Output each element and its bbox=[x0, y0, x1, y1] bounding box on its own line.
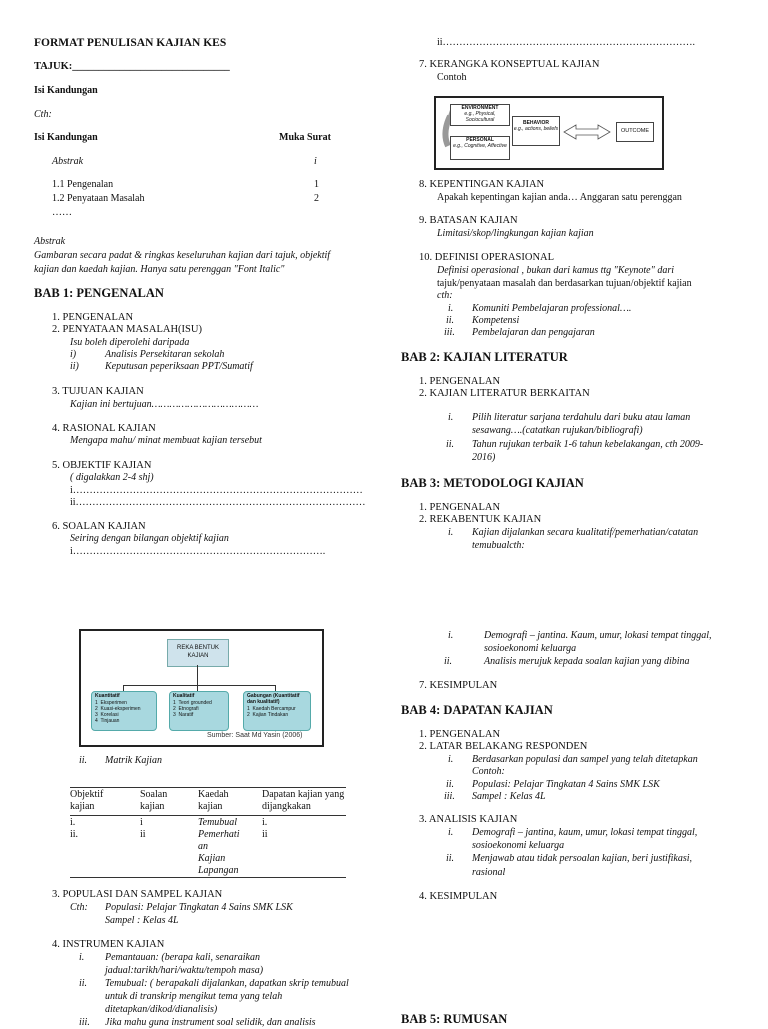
diagram-gabungan-box bbox=[243, 691, 311, 731]
list-text: sosioekonomi keluarga bbox=[472, 840, 565, 851]
list-num: ii. bbox=[79, 978, 88, 989]
list-text: Kajian dijalankan secara kualitatif/pemerhatian/catatan bbox=[472, 527, 699, 538]
cth-label: Cth: bbox=[34, 109, 52, 120]
isi-kandungan-heading: Isi Kandungan bbox=[34, 85, 98, 96]
list-num: ii. bbox=[446, 853, 455, 864]
list-item: 5. OBJEKTIF KAJIAN bbox=[52, 460, 152, 471]
personal-box: PERSONAL e.g., Cognitive, Affective bbox=[450, 136, 510, 160]
table-cell: ii bbox=[262, 829, 268, 840]
list-text: Pilih literatur sarjana terdahulu dari buku atau laman bbox=[472, 412, 691, 423]
list-text: Menjawab atau tidak persoalan kajian, beri justifikasi, bbox=[472, 853, 692, 864]
list-num: ii. bbox=[446, 439, 455, 450]
bab5-heading: BAB 5: RUMUSAN bbox=[401, 1012, 508, 1026]
list-item: 7. KERANGKA KONSEPTUAL KAJIAN bbox=[419, 59, 600, 70]
list-text: Kompetensi bbox=[472, 315, 520, 326]
list-num: i. bbox=[448, 527, 454, 538]
table-cell: Kajian Lapangan bbox=[198, 853, 239, 876]
table-cell: Pemerhatian bbox=[198, 829, 240, 852]
list-item: 2. LATAR BELAKANG RESPONDEN bbox=[419, 741, 588, 752]
list-num: i. bbox=[448, 630, 454, 641]
list-text: rasional bbox=[472, 867, 506, 878]
list-item: 1. PENGENALAN bbox=[419, 502, 501, 513]
list-num: ii. bbox=[79, 755, 88, 766]
list-item: 9. BATASAN KAJIAN bbox=[419, 215, 518, 226]
list-text: tajuk/penyataan masalah dan berdasarkan tujuan/objektif kajian bbox=[437, 278, 692, 289]
toc-head-right: Muka Surat bbox=[279, 132, 331, 143]
list-item: 4. RASIONAL KAJIAN bbox=[52, 423, 156, 434]
list-item: 2. PENYATAAN MASALAH(ISU) bbox=[52, 324, 202, 335]
table-cell: ii. bbox=[70, 829, 79, 840]
list-text: Cth: bbox=[70, 902, 88, 913]
list-text: i…………………………………………………………………………… bbox=[70, 485, 363, 496]
list-text: Mengapa mahu/ minat membuat kajian tersebut bbox=[70, 435, 262, 446]
list-item: 2. KAJIAN LITERATUR BERKAITAN bbox=[419, 388, 590, 399]
list-text: cth: bbox=[437, 290, 453, 301]
list-text: Populasi: Pelajar Tingkatan 4 Sains SMK LSK bbox=[472, 779, 660, 790]
table-rule bbox=[70, 815, 346, 816]
list-text: Jika mahu guna instrument soal selidik, dan analisis bbox=[105, 1017, 316, 1028]
doc-title: FORMAT PENULISAN KAJIAN KES bbox=[34, 37, 227, 49]
list-text: Kajian ini bertujuan……………………………… bbox=[70, 399, 259, 410]
list-text: Demografi – jantina, kaum, umur, lokasi tempat tinggal, bbox=[472, 827, 698, 838]
matrik-table bbox=[70, 787, 346, 879]
bab2-heading: BAB 2: KAJIAN LITERATUR bbox=[401, 350, 568, 364]
list-num: i. bbox=[448, 754, 454, 765]
diagram-connector bbox=[197, 665, 198, 685]
bab4-heading: BAB 4: DAPATAN KAJIAN bbox=[401, 703, 553, 717]
toc-item-label: 1.1 Pengenalan bbox=[52, 179, 114, 190]
list-text: Analisis merujuk kepada soalan kajian yang dibina bbox=[484, 656, 690, 667]
list-num: i. bbox=[79, 952, 85, 963]
list-text: jadual:tarikh/hari/waktu/tempoh masa) bbox=[105, 965, 264, 976]
toc-item-label: Abstrak bbox=[52, 156, 84, 167]
table-cell: i bbox=[140, 817, 143, 828]
list-text: ii…………………………………………………………………. bbox=[437, 37, 696, 48]
list-item: 6. SOALAN KAJIAN bbox=[52, 521, 146, 532]
abstrak-text: Gambaran secara padat & ringkas keseluruhan kajian dari tajuk, objektif bbox=[34, 250, 331, 261]
list-text: ( digalakkan 2-4 shj) bbox=[70, 472, 154, 483]
table-header: Kaedah kajian bbox=[198, 789, 229, 812]
list-num: iii. bbox=[444, 327, 455, 338]
list-text: Keputusan peperiksaan PPT/Sumatif bbox=[105, 361, 253, 372]
diagram-top-box: REKA BENTUK KAJIAN bbox=[167, 639, 229, 667]
list-text: ii…………………………………………………………………………… bbox=[70, 497, 366, 508]
toc-item-label: 1.2 Penyataan Masalah bbox=[52, 193, 145, 204]
table-cell: i. bbox=[262, 817, 268, 828]
matrik-label: Matrik Kajian bbox=[105, 755, 162, 766]
diagram-box-title: Gabungan (Kuantitatif dan kualitatif) bbox=[247, 693, 300, 705]
list-text: Pembelajaran dan pengajaran bbox=[472, 327, 595, 338]
toc-item-page: i bbox=[314, 156, 317, 167]
list-text: ditetapkan/dikod/dianalisis) bbox=[105, 1004, 218, 1015]
environment-box: ENVIRONMENT e.g., Physical, Sociocultural bbox=[450, 104, 510, 126]
bab3-heading: BAB 3: METODOLOGI KAJIAN bbox=[401, 476, 584, 490]
list-item: 1. PENGENALAN bbox=[52, 312, 134, 323]
toc-head-left: Isi Kandungan bbox=[34, 132, 98, 143]
list-item: 3. ANALISIS KAJIAN bbox=[419, 814, 518, 825]
table-cell: ii bbox=[140, 829, 146, 840]
list-text: Contoh bbox=[437, 72, 467, 83]
list-text: i…………………………………………………………………. bbox=[70, 546, 326, 557]
list-num: ii. bbox=[446, 779, 455, 790]
list-text: temubualcth: bbox=[472, 540, 525, 551]
list-num: ii) bbox=[70, 361, 79, 372]
list-item: 7. KESIMPULAN bbox=[419, 680, 498, 691]
list-text: Sampel : Kelas 4L bbox=[105, 915, 179, 926]
reka-bentuk-diagram bbox=[79, 629, 324, 747]
diagram-box-items: 1 Kaedah Bercampur 2 Kajian Tindakan bbox=[247, 706, 296, 718]
table-rule bbox=[70, 877, 346, 878]
diagram-box-title: Kuantitatif bbox=[95, 693, 120, 699]
list-num: i. bbox=[448, 303, 454, 314]
list-num: i. bbox=[448, 827, 454, 838]
list-text: 2016) bbox=[472, 452, 496, 463]
outcome-box: OUTCOME bbox=[616, 122, 654, 142]
list-item: 4. KESIMPULAN bbox=[419, 891, 498, 902]
list-text: Apakah kepentingan kajian anda… Anggaran satu perenggan bbox=[437, 192, 682, 203]
list-num: i. bbox=[448, 412, 454, 423]
list-item: 4. INSTRUMEN KAJIAN bbox=[52, 939, 165, 950]
list-text: Sampel : Kelas 4L bbox=[472, 791, 546, 802]
diagram-box-title: Kualitatif bbox=[173, 693, 195, 699]
list-item: 1. PENGENALAN bbox=[419, 729, 501, 740]
list-item: 3. POPULASI DAN SAMPEL KAJIAN bbox=[52, 889, 223, 900]
list-num: ii. bbox=[446, 315, 455, 326]
list-num: ii. bbox=[444, 656, 453, 667]
diagram-connector bbox=[123, 685, 275, 686]
list-text: Analisis Persekitaran sekolah bbox=[105, 349, 225, 360]
abstrak-text: kajian dan kaedah kajian. Hanya satu perenggan "Font Italic" bbox=[34, 264, 285, 275]
list-text: sosioekonomi keluarga bbox=[484, 643, 577, 654]
list-item: 10. DEFINISI OPERASIONAL bbox=[419, 252, 555, 263]
toc-item-page: 2 bbox=[314, 193, 319, 204]
table-cell: i. bbox=[70, 817, 76, 828]
table-header: Objektif kajian bbox=[70, 789, 104, 812]
bab1-heading: BAB 1: PENGENALAN bbox=[34, 286, 164, 300]
list-item: 1. PENGENALAN bbox=[419, 376, 501, 387]
kerangka-diagram bbox=[434, 96, 664, 170]
table-rule bbox=[70, 787, 346, 788]
list-text: Temubual: ( berapakali dijalankan, dapatkan skrip temubual bbox=[105, 978, 349, 989]
list-num: i) bbox=[70, 349, 77, 360]
table-header: Soalan kajian bbox=[140, 789, 168, 812]
diagram-source: Sumber: Saat Md Yasin (2006) bbox=[207, 732, 303, 739]
list-item: 3. TUJUAN KAJIAN bbox=[52, 386, 144, 397]
toc-dots: …… bbox=[52, 207, 72, 218]
list-num: iii. bbox=[79, 1017, 90, 1028]
list-text: Definisi operasional , bukan dari kamus ttg "Keynote" dari bbox=[437, 265, 674, 276]
list-text: untuk di transkrip mengikut tema yang telah bbox=[105, 991, 283, 1002]
table-cell: Temubual bbox=[198, 817, 238, 828]
diagram-kualitatif-box bbox=[169, 691, 229, 731]
list-item: 2. REKABENTUK KAJIAN bbox=[419, 514, 542, 525]
list-text: Berdasarkan populasi dan sampel yang telah ditetapkan bbox=[472, 754, 698, 765]
list-text: Komuniti Pembelajaran professional…. bbox=[472, 303, 632, 314]
list-text: Demografi – jantina. Kaum, umur, lokasi tempat tinggal, bbox=[484, 630, 712, 641]
abstrak-label: Abstrak bbox=[34, 236, 66, 247]
tajuk-line: TAJUK:______________________________ bbox=[34, 61, 230, 72]
list-text: Tahun rujukan terbaik 1-6 tahun kebelakangan, cth 2009- bbox=[472, 439, 704, 450]
list-text: Seiring dengan bilangan objektif kajian bbox=[70, 533, 229, 544]
diagram-kuantitatif-box bbox=[91, 691, 157, 731]
list-text: Isu boleh diperolehi daripada bbox=[70, 337, 190, 348]
diagram-box-items: 1 Teori grounded 2 Etnografi 3 Naratif bbox=[173, 700, 212, 718]
list-text: Limitasi/skop/lingkungan kajian kajian bbox=[437, 228, 594, 239]
list-item: 8. KEPENTINGAN KAJIAN bbox=[419, 179, 545, 190]
behavior-box: BEHAVIOR e.g., actions, beliefs bbox=[512, 116, 560, 146]
table-header: Dapatan kajian yang dijangkakan bbox=[262, 789, 345, 812]
list-num: iii. bbox=[444, 791, 455, 802]
list-text: Populasi: Pelajar Tingkatan 4 Sains SMK LSK bbox=[105, 902, 293, 913]
diagram-box-items: 1 Eksperimen 2 Kuasi-eksperimen 3 Korelasi 4 Tinjauan bbox=[95, 700, 141, 724]
list-text: sesawang….(catatkan rujukan/bibliografi) bbox=[472, 425, 643, 436]
list-text: Contoh: bbox=[472, 766, 505, 777]
list-text: Pemantauan: (berapa kali, senaraikan bbox=[105, 952, 260, 963]
toc-item-page: 1 bbox=[314, 179, 319, 190]
